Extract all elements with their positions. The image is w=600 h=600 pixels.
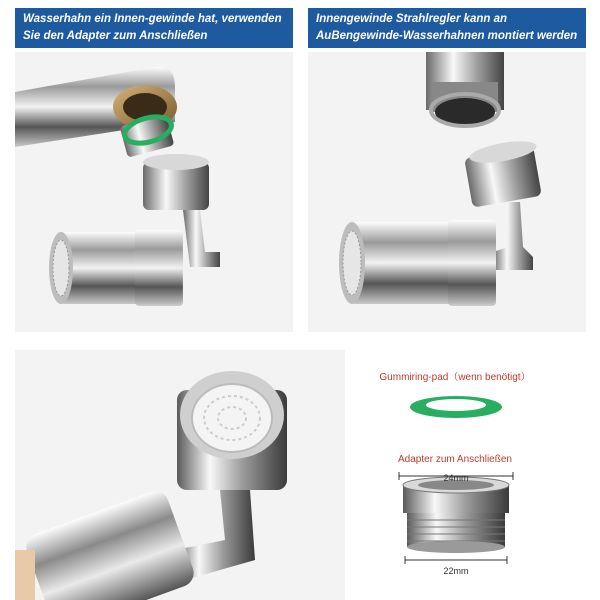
aerator-photo bbox=[308, 52, 586, 332]
faucet-photo bbox=[15, 52, 293, 332]
adapter-photo bbox=[403, 477, 509, 553]
banner-right-line2: AuBengewinde-Wasserhahnen montiert werden bbox=[316, 30, 578, 42]
banner-left-line2: Sie den Adapter zum Anschließen bbox=[23, 30, 208, 42]
product-photo bbox=[15, 350, 586, 600]
banner-right bbox=[308, 8, 586, 48]
panel-top-left bbox=[15, 52, 293, 332]
panel-top-right bbox=[308, 52, 586, 332]
adapter-label: Adapter zum Anschließen bbox=[398, 454, 512, 465]
banner-right-line1: Innengewinde Strahlregler kann an bbox=[316, 13, 508, 25]
banner-left bbox=[15, 8, 293, 48]
banner-left-line1: Wasserhahn ein Innen-gewinde hat, verwenden bbox=[23, 13, 282, 25]
gasket-label: Gummiring-pad（wenn benötigt） bbox=[379, 372, 531, 383]
dimension-top: 24mm bbox=[443, 473, 469, 483]
panel-bottom bbox=[15, 350, 586, 600]
dimension-bottom: 22mm bbox=[443, 566, 469, 576]
